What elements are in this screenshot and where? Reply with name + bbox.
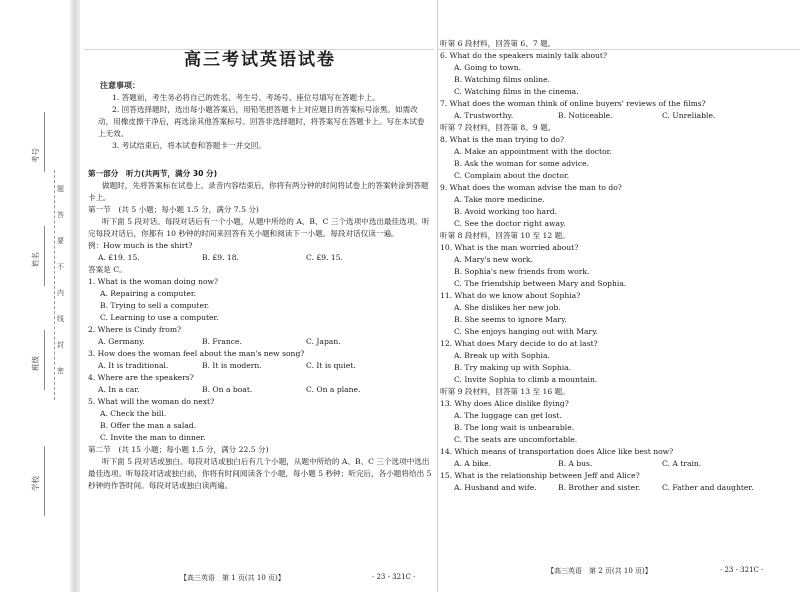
notice-item: 1. 答题前，考生务必将自己的姓名、考生号、考场号、座位号填写在答题卡上。 (112, 93, 380, 102)
option: C. See the doctor right away. (454, 219, 566, 228)
page-1-footer-code: · 23 - 321C · (372, 573, 416, 581)
scan-fold-shadow (70, 0, 80, 592)
notice-heading: 注意事项： (100, 81, 140, 90)
option-row (440, 482, 780, 494)
page-1 (88, 44, 432, 492)
example-answer: 答案是 C。 (88, 265, 127, 274)
option-row (440, 458, 780, 470)
option: B. On a boat. (202, 385, 253, 394)
strip-label-school: 学校 (31, 476, 40, 491)
material-heading: 听第 7 段材料，回答第 8、9 题。 (440, 123, 556, 132)
option: B. She seems to ignore Mary. (454, 315, 567, 324)
option: C. Invite the man to dinner. (100, 433, 206, 442)
option: A. Break up with Sophia. (454, 351, 550, 360)
option: C. It is quiet. (306, 361, 356, 370)
option: C. Learning to use a computer. (100, 313, 219, 322)
option: B. Offer the man a salad. (100, 421, 197, 430)
question-stem: 13. Why does Alice dislike flying? (440, 399, 569, 408)
option: C. Japan. (306, 337, 341, 346)
question-stem: 5. What will the woman do next? (88, 397, 215, 406)
option: A. She dislikes her new job. (454, 303, 561, 312)
option: A. Repairing a computer. (100, 289, 197, 298)
option: A. The luggage can get lost. (454, 411, 562, 420)
seal-char: 封 (57, 341, 64, 349)
strip-label-class: 班级 (31, 356, 40, 371)
option: B. France. (202, 337, 242, 346)
seal-char: 题 (57, 185, 64, 193)
question-stem: 9. What does the woman advise the man to do? (440, 183, 622, 192)
option: A. Make an appointment with the doctor. (454, 147, 612, 156)
option: B. Watching films online. (454, 75, 550, 84)
question-stem: 1. What is the woman doing now? (88, 277, 219, 286)
part-title: 第一部分 听力(共两节，满分 30 分) (88, 169, 218, 178)
class-line (44, 330, 45, 390)
question-stem: 3. How does the woman feel about the man's new song? (88, 349, 305, 358)
option: C. Complain about the doctor. (454, 171, 570, 180)
question-stem: 11. What do we know about Sophia? (440, 291, 581, 300)
option: A. In a car. (98, 385, 140, 394)
option: B. Brother and sister. (558, 483, 641, 492)
page-2-footer-code: · 23 - 321C · (720, 566, 764, 574)
option: B. Sophia's new friends from work. (454, 267, 590, 276)
strip-label-name: 姓名 (31, 252, 40, 267)
option: B. Avoid working too hard. (454, 207, 557, 216)
exam-title: 高三考试英语试卷 (184, 50, 336, 70)
option: B. It is modern. (202, 361, 262, 370)
option: B. Noticeable. (558, 111, 613, 120)
section2-title: 第二节 (共 15 小题；每小题 1.5 分，满分 22.5 分) (88, 445, 269, 454)
school-line (44, 446, 45, 516)
notice-item: 2. 回答选择题时，选出每小题答案后，用铅笔把答题卡上对应题目的答案标号涂黑。如需改动，用橡皮擦干净后，再选涂其他答案标号。回答非选择题时，将答案写在答题卡上。写在本试卷上无效。 (98, 105, 425, 138)
seal-char: 线 (57, 315, 64, 323)
option: C. She enjoys hanging out with Mary. (454, 327, 598, 336)
question-stem: 12. What does Mary decide to do at last? (440, 339, 598, 348)
question-stem: 10. What is the man worried about? (440, 243, 579, 252)
option: B. Ask the woman for some advice. (454, 159, 590, 168)
option-row (440, 110, 780, 122)
option: A. It is traditional. (98, 361, 169, 370)
option-row (88, 384, 432, 396)
option: A. Going to town. (454, 63, 522, 72)
section1-intro: 听下面 5 段对话。每段对话后有一个小题，从题中所给的 A、B、C 三个选项中选出最佳选项。听完每段对话后，你都有 10 秒钟的时间来回答有关小题和阅读下一小题。每段对话仅读一遍。 (88, 217, 430, 238)
question-stem: 2. Where is Cindy from? (88, 325, 182, 334)
seal-char: 不 (57, 263, 64, 271)
option: A. Germany. (98, 337, 145, 346)
question-stem: 4. Where are the speakers? (88, 373, 194, 382)
section1-title: 第一节 (共 5 小题；每小题 1.5 分，满分 7.5 分) (88, 205, 259, 214)
notice-item: 3. 考试结束后，将本试卷和答题卡一并交回。 (112, 141, 266, 150)
option: C. The seats are uncomfortable. (454, 435, 578, 444)
material-heading: 听第 6 段材料，回答第 6、7 题。 (440, 39, 556, 48)
page-2-footer-label: 【高三英语 第 2 页(共 10 页)】 (547, 567, 652, 575)
option: C. Unreliable. (662, 111, 716, 120)
option: A. Check the bill. (100, 409, 167, 418)
option: B. Trying to sell a computer. (100, 301, 210, 310)
question-stem: 14. Which means of transportation does Alice like best now? (440, 447, 674, 456)
name-line (44, 226, 45, 286)
example-question: 例：How much is the shirt? (88, 241, 193, 250)
page-1-footer-label: 【高三英语 第 1 页(共 10 页)】 (180, 574, 285, 582)
exam-no-line (44, 112, 45, 172)
option: C. Invite Sophia to climb a mountain. (454, 375, 598, 384)
option-row (88, 360, 432, 372)
option: A. A bike. (454, 459, 492, 468)
question-stem: 8. What is the man trying to do? (440, 135, 565, 144)
material-heading: 听第 9 段材料，回答第 13 至 16 题。 (440, 387, 570, 396)
option: C. The friendship between Mary and Sophia. (454, 279, 627, 288)
option: A. Mary's new work. (454, 255, 533, 264)
seal-char: 密 (57, 367, 64, 375)
question-stem: 15. What is the relationship between Jeff and Alice? (440, 471, 640, 480)
seal-char: 内 (57, 289, 64, 297)
example-options (88, 252, 432, 264)
part-intro: 做题时，先将答案标在试卷上。录音内容结束后，你将有两分钟的时间将试卷上的答案转涂到答题卡上。 (88, 181, 429, 202)
option: B. A bus. (558, 459, 593, 468)
page-2 (440, 38, 780, 494)
question-stem: 6. What do the speakers mainly talk about? (440, 51, 608, 60)
option: C. A train. (662, 459, 702, 468)
strip-label-exam-no: 考号 (31, 148, 40, 163)
seal-char: 要 (57, 237, 64, 245)
option: B. £9. 18. (202, 253, 239, 262)
option: A. Trustworthy. (454, 111, 514, 120)
option: C. £9. 15. (306, 253, 343, 262)
option: C. Father and daughter. (662, 483, 754, 492)
option: B. The long wait is unbearable. (454, 423, 575, 432)
option: A. Take more medicine. (454, 195, 545, 204)
option: C. Watching films in the cinema. (454, 87, 579, 96)
option: A. £19. 15. (98, 253, 140, 262)
page-divider (437, 0, 438, 592)
option: C. On a plane. (306, 385, 361, 394)
option-row (88, 336, 432, 348)
seal-dashed-line (54, 170, 55, 400)
option: A. Husband and wife. (454, 483, 537, 492)
question-list (88, 276, 432, 444)
section2-intro: 听下面 5 段对话或独白。每段对话或独白后有几个小题，从题中所给的 A、B、C 三个选项中选出最佳选项。听每段对话或独白前，你将有时间阅读各个小题，每小题 5 秒钟；听完后，各小题将给出 5 秒钟的作答时间。每段对话或独白读两遍。 (88, 457, 432, 490)
question-stem: 7. What does the woman think of online buyers' reviews of the films? (440, 99, 706, 108)
option: B. Try making up with Sophia. (454, 363, 572, 372)
material-heading: 听第 8 段材料，回答第 10 至 12 题。 (440, 231, 570, 240)
seal-char: 答 (57, 211, 64, 219)
